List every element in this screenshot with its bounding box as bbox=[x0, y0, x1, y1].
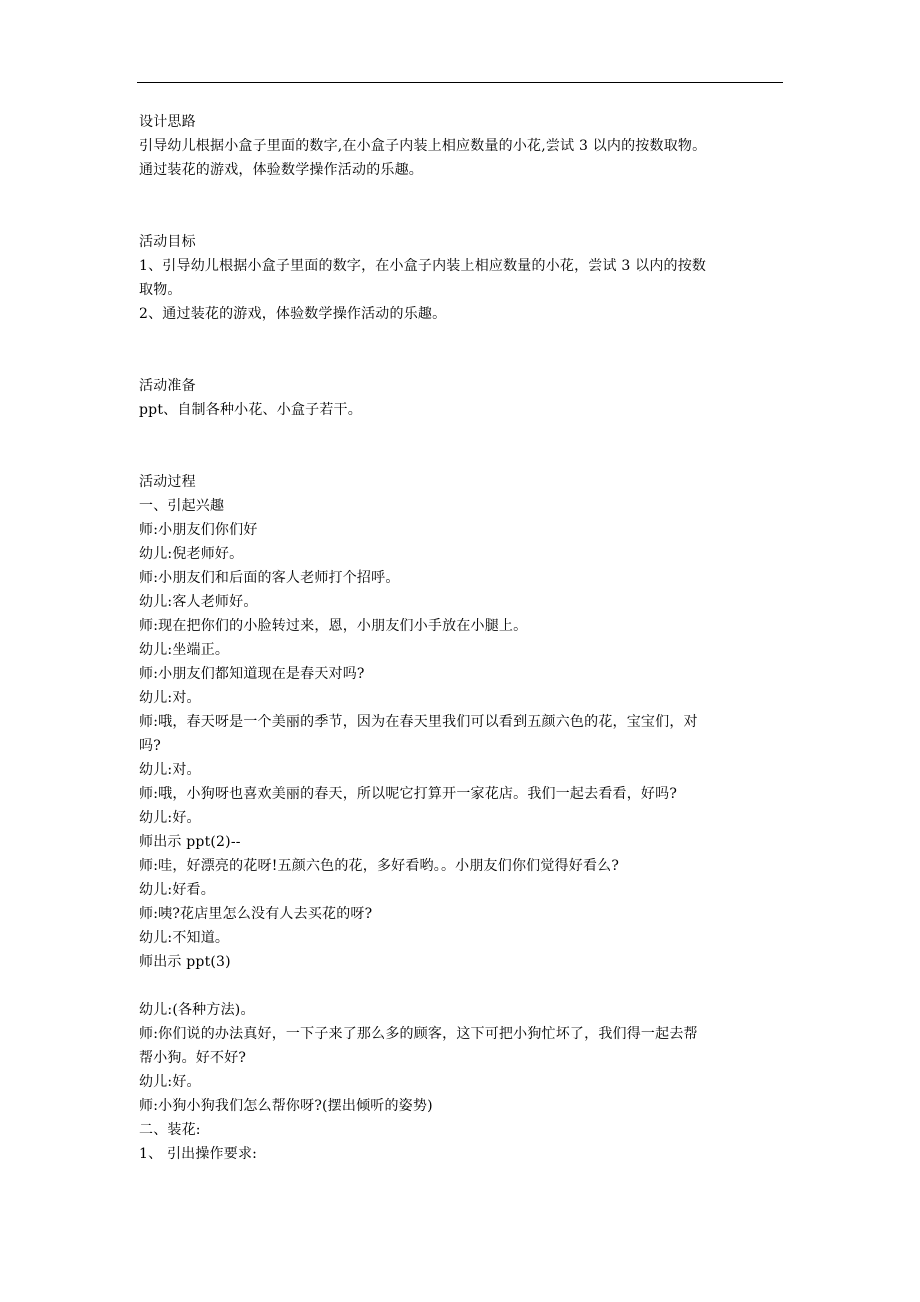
paragraph-line: 2、通过装花的游戏，体验数学操作活动的乐趣。 bbox=[139, 306, 447, 322]
dialogue-line: 1、 引出操作要求: bbox=[139, 1146, 258, 1162]
section-heading: 活动准备 bbox=[139, 378, 196, 394]
dialogue-line: 师出示 ppt(2)-- bbox=[139, 834, 241, 850]
dialogue-line: 师:小朋友们都知道现在是春天对吗? bbox=[139, 666, 365, 682]
dialogue-line: 师:现在把你们的小脸转过来，恩，小朋友们小手放在小腿上。 bbox=[139, 618, 528, 634]
spacer bbox=[139, 326, 787, 374]
section-heading: 活动目标 bbox=[139, 234, 196, 250]
section-heading: 活动过程 bbox=[139, 474, 196, 490]
dialogue-line: 帮小狗。好不好? bbox=[139, 1050, 247, 1066]
dialogue-line: 一、引起兴趣 bbox=[139, 498, 225, 514]
section-objectives bbox=[139, 230, 787, 326]
paragraph-line: 通过装花的游戏，体验数学操作活动的乐趣。 bbox=[139, 162, 423, 178]
document-body bbox=[139, 110, 787, 1166]
dialogue-line: 师:哇，好漂亮的花呀!五颜六色的花，多好看哟。。小朋友们你们觉得好看么? bbox=[139, 858, 620, 874]
paragraph-line: 取物。 bbox=[139, 282, 182, 298]
section-heading: 设计思路 bbox=[139, 114, 196, 130]
paragraph-line: 引导幼儿根据小盒子里面的数字,在小盒子内装上相应数量的小花,尝试 3 以内的按数取物。 bbox=[139, 138, 707, 154]
spacer bbox=[139, 974, 787, 998]
dialogue-line: 吗? bbox=[139, 738, 161, 754]
dialogue-line: 幼儿:好。 bbox=[139, 810, 201, 826]
dialogue-line: 二、装花: bbox=[139, 1122, 201, 1138]
paragraph-line: ppt、自制各种小花、小盒子若干。 bbox=[139, 402, 362, 418]
paragraph-line: 1、引导幼儿根据小盒子里面的数字，在小盒子内装上相应数量的小花，尝试 3 以内的按数 bbox=[139, 258, 707, 274]
section-process bbox=[139, 470, 787, 1166]
section-design-idea bbox=[139, 110, 787, 182]
dialogue-line: 幼儿:坐端正。 bbox=[139, 642, 230, 658]
dialogue-line: 幼儿:好。 bbox=[139, 1074, 201, 1090]
header-rule bbox=[137, 82, 783, 83]
dialogue-line: 幼儿:客人老师好。 bbox=[139, 594, 258, 610]
dialogue-line: 幼儿:对。 bbox=[139, 762, 201, 778]
dialogue-line: 师:咦?花店里怎么没有人去买花的呀? bbox=[139, 906, 373, 922]
dialogue-line: 师:你们说的办法真好，一下子来了那么多的顾客，这下可把小狗忙坏了，我们得一起去帮 bbox=[139, 1026, 698, 1042]
dialogue-line: 幼儿:(各种方法)。 bbox=[139, 1002, 255, 1018]
dialogue-line: 幼儿:不知道。 bbox=[139, 930, 230, 946]
dialogue-line: 师:小朋友们你们好 bbox=[139, 522, 258, 538]
dialogue-line: 师:小狗小狗我们怎么帮你呀?(摆出倾听的姿势) bbox=[139, 1098, 433, 1114]
dialogue-line: 幼儿:倪老师好。 bbox=[139, 546, 244, 562]
dialogue-line: 师出示 ppt(3) bbox=[139, 954, 231, 970]
dialogue-line: 幼儿:对。 bbox=[139, 690, 201, 706]
section-preparation bbox=[139, 374, 787, 422]
spacer bbox=[139, 422, 787, 470]
dialogue-line: 师:哦，春天呀是一个美丽的季节，因为在春天里我们可以看到五颜六色的花，宝宝们，对 bbox=[139, 714, 698, 730]
dialogue-line: 幼儿:好看。 bbox=[139, 882, 215, 898]
dialogue-line: 师:哦，小狗呀也喜欢美丽的春天，所以呢它打算开一家花店。我们一起去看看，好吗? bbox=[139, 786, 678, 802]
dialogue-line: 师:小朋友们和后面的客人老师打个招呼。 bbox=[139, 570, 400, 586]
spacer bbox=[139, 182, 787, 230]
